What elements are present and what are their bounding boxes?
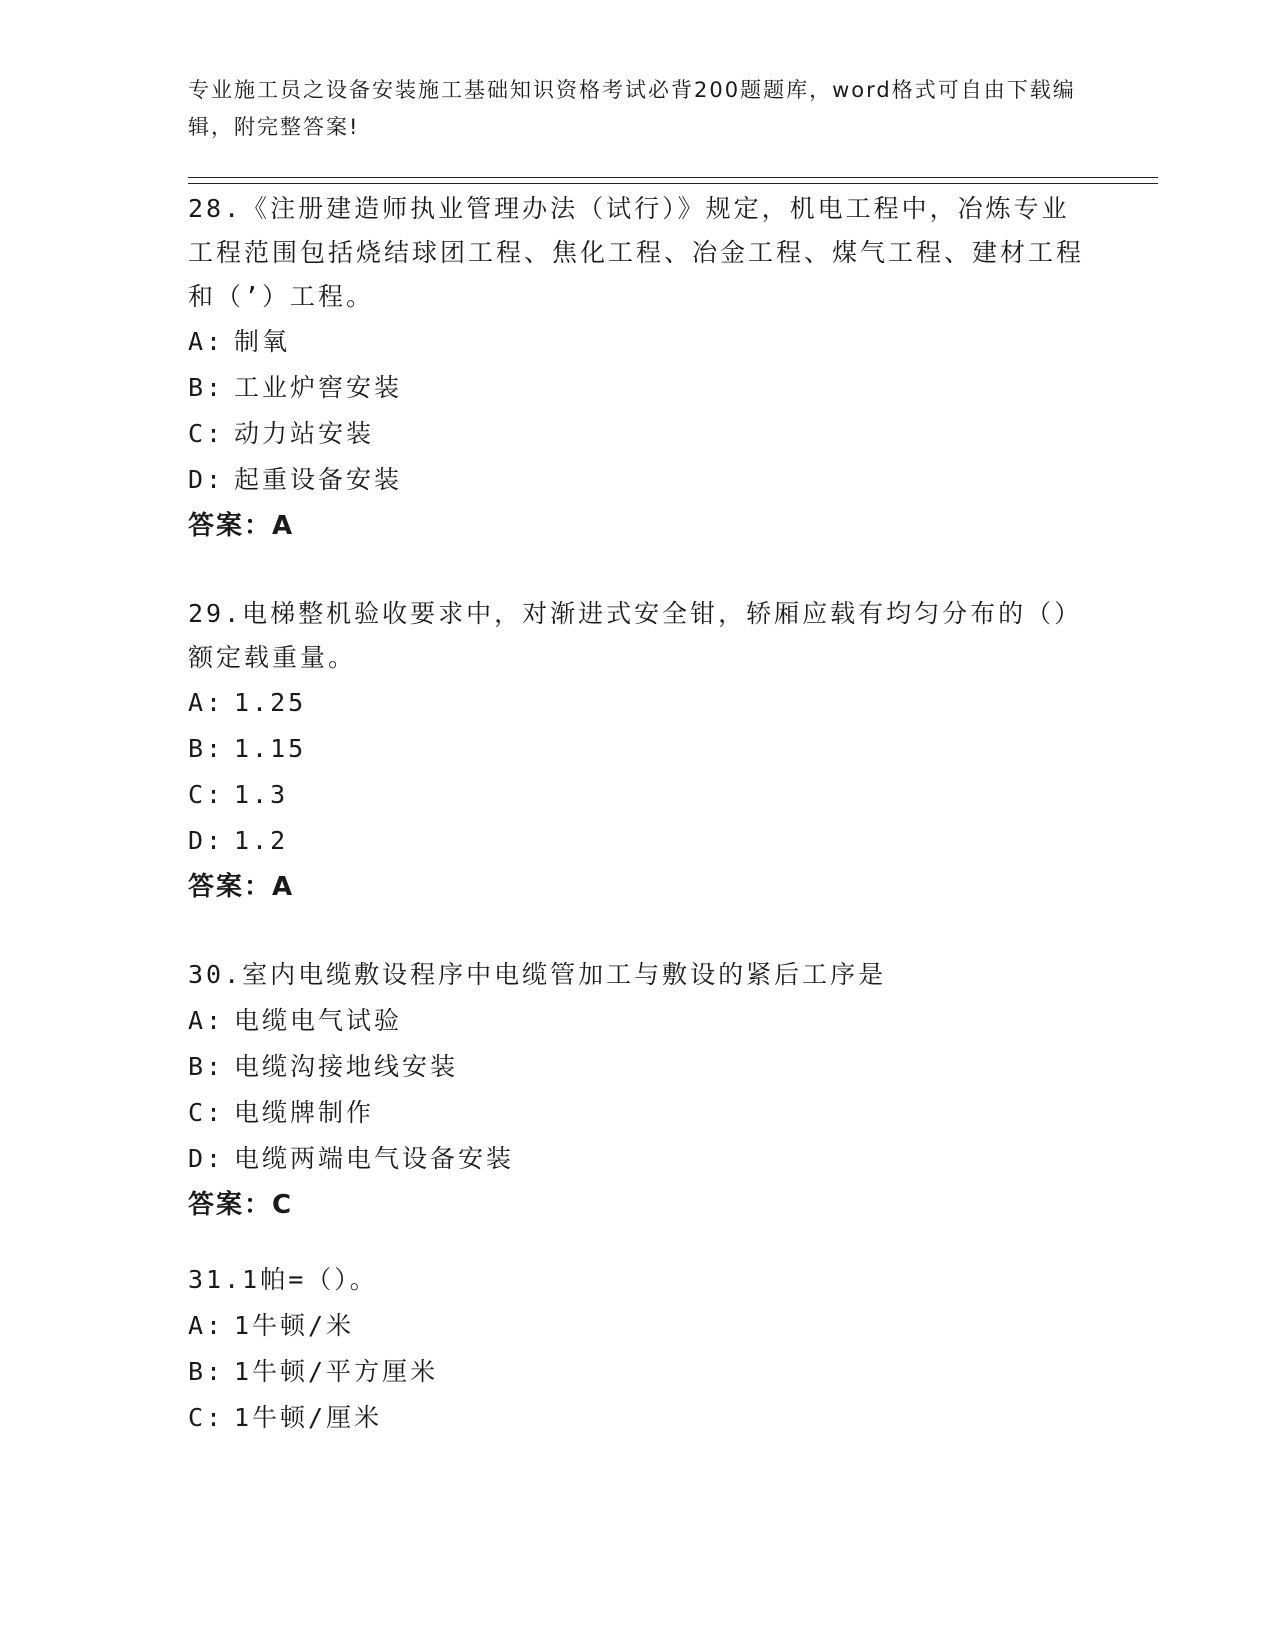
header-divider-bottom: [188, 183, 1158, 184]
option-a: [188, 680, 1088, 726]
option-a: [188, 1303, 1088, 1349]
question-stem: 28.《注册建造师执业管理办法（试行）》规定，机电工程中，冶炼专业工程范围包括烧结球团工程、焦化工程、冶金工程、煤气工程、建材工程和（’）工程。: [188, 194, 1085, 311]
option-letter: A:: [188, 327, 225, 356]
option-c: [188, 1090, 1088, 1136]
option-letter: B:: [188, 1052, 225, 1081]
option-text: 电缆两端电气设备安装: [234, 1144, 515, 1173]
option-b: [188, 726, 1088, 772]
option-text: 1.3: [234, 780, 289, 809]
option-letter: D:: [188, 826, 225, 855]
option-text: 1牛顿/米: [234, 1311, 355, 1340]
option-c: [188, 772, 1088, 818]
answer: 答案：C: [188, 1190, 294, 1220]
option-text: 工业炉窖安装: [234, 373, 403, 402]
option-b: [188, 1044, 1088, 1090]
option-a: [188, 319, 1088, 365]
option-b: [188, 1349, 1088, 1395]
question-stem: 29.电梯整机验收要求中，对渐进式安全钳，轿厢应载有均匀分布的（）额定载重量。: [188, 599, 1083, 672]
option-text: 电缆电气试验: [234, 1006, 403, 1035]
option-letter: C:: [188, 419, 225, 448]
option-c: [188, 1395, 1088, 1441]
option-a: [188, 998, 1088, 1044]
option-letter: C:: [188, 1403, 225, 1432]
option-text: 1.15: [234, 734, 307, 763]
option-text: 起重设备安装: [234, 465, 403, 494]
header-divider-top: [188, 177, 1158, 178]
document-header: 专业施工员之设备安装施工基础知识资格考试必背200题题库，word格式可自由下载编辑，附完整答案!: [188, 78, 1076, 139]
question-30: [188, 952, 1088, 1228]
option-d: [188, 457, 1088, 503]
option-letter: C:: [188, 1098, 225, 1127]
option-d: [188, 818, 1088, 864]
option-letter: D:: [188, 465, 225, 494]
option-d: [188, 1136, 1088, 1182]
question-29: [188, 592, 1088, 910]
question-stem: 30.室内电缆敷设程序中电缆管加工与敷设的紧后工序是: [188, 960, 887, 989]
option-letter: B:: [188, 1357, 225, 1386]
option-text: 电缆沟接地线安装: [234, 1052, 459, 1081]
question-28: [188, 187, 1088, 549]
question-31: [188, 1257, 1088, 1441]
option-text: 1牛顿/厘米: [234, 1403, 383, 1432]
option-letter: B:: [188, 373, 225, 402]
option-text: 1牛顿/平方厘米: [234, 1357, 439, 1386]
answer: 答案：A: [188, 872, 295, 902]
option-text: 1.25: [234, 688, 307, 717]
option-letter: A:: [188, 1311, 225, 1340]
answer: 答案：A: [188, 511, 295, 541]
option-c: [188, 411, 1088, 457]
question-stem: 31.1帕=（）。: [188, 1265, 378, 1294]
option-letter: A:: [188, 688, 225, 717]
option-letter: A:: [188, 1006, 225, 1035]
option-b: [188, 365, 1088, 411]
option-text: 制氧: [234, 327, 291, 356]
option-letter: B:: [188, 734, 225, 763]
option-text: 动力站安装: [234, 419, 375, 448]
option-letter: C:: [188, 780, 225, 809]
option-text: 电缆牌制作: [234, 1098, 375, 1127]
option-text: 1.2: [234, 826, 289, 855]
option-letter: D:: [188, 1144, 225, 1173]
